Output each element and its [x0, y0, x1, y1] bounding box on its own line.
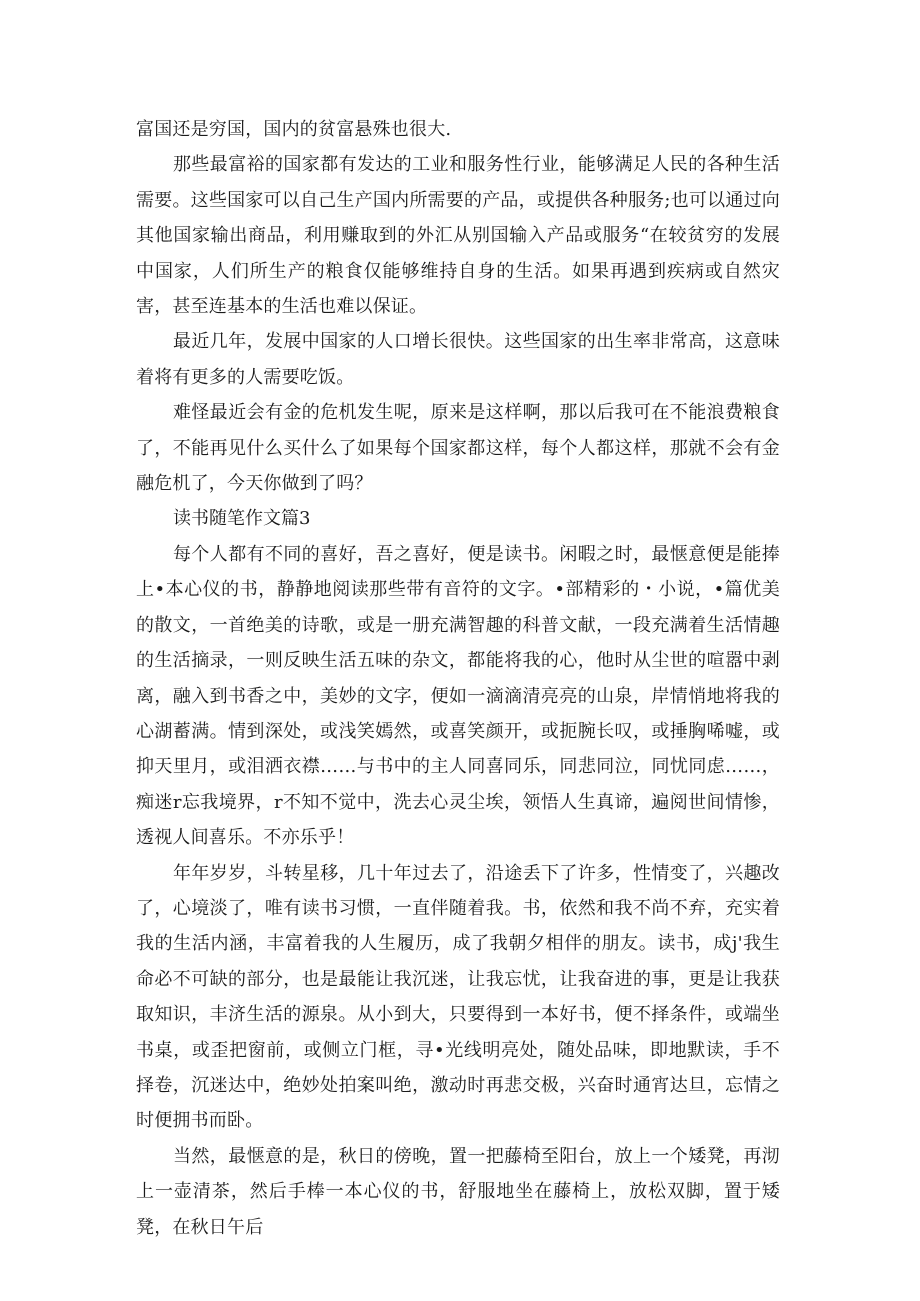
paragraph-6: 年年岁岁，斗转星移，几十年过去了，沿途丢下了许多，性情变了，兴趣改了，心境淡了，唯有读书习惯，一直伴随着我。书，依然和我不尚不弃，充实着我的生活内涵，丰富着我的人生履历，成了我朝夕相伴的朋友。读书，成j'我生命必不可缺的部分，也是最能让我沉迷，让我忘忧，让我奋进的事，更是让我获取知识，丰济生活的源泉。从小到大，只要得到一本好书，便不择条件，或端坐书桌，或歪把窗前，或侧立门框，寻•光线明亮处，随处品味，即地默读，手不择卷，沉迷达中，绝妙处拍案叫绝，激动时再悲交极，兴奋时通宵达旦，忘情之时便拥书而卧。	[136, 862, 780, 1132]
paragraph-2: 那些最富裕的国家都有发达的工业和服务性行业，能够满足人民的各种生活需要。这些国家可以自己生产国内所需要的产品，或提供各种服务;也可以通过向其他国家输出商品，利用赚取到的外汇从别国输入产品或服务“在较贫穷的发展中国家，人们所生产的粮食仅能够维持自身的生活。如果再遇到疾病或自然灾害，甚至连基本的生活也难以保证。	[136, 154, 780, 318]
document-page	[136, 112, 780, 1245]
paragraph-1: 富国还是穷国，国内的贫富悬殊也很大.	[136, 119, 452, 140]
paragraph-5: 每个人都有不同的喜好，吾之喜好，便是读书。闲暇之时，最惬意便是能捧上•本心仪的书，静静地阅读那些带有音符的文字。•部精彩的・小说，•篇优美的散文，一首绝美的诗歌，或是一册充满智趣的科普文献，一段充满着生活情趣的生活摘录，一则反映生活五味的杂文，都能将我的心，他时从尘世的喧嚣中剥离，融入到书香之中，美妙的文字，便如一滴滴清亮亮的山泉，岸情悄地将我的心湖蓄满。情到深处，或浅笑嫣然，或喜笑颜开，或扼腕长叹，或捶胸唏嘘，或抑天里月，或泪洒衣襟……与书中的主人同喜同乐，同悲同泣，同忧同虑……，痴迷r忘我境界，r不知不觉中，洗去心灵尘埃，领悟人生真谛，遍阅世间情惨，透视人间喜乐。不亦乐乎！	[136, 543, 780, 849]
paragraph-7: 当然，最惬意的是，秋日的傍晚，置一把藤椅至阳台，放上一个矮凳，再沏上一壶清茶，然后手棒一本心仪的书，舒服地坐在藤椅上，放松双脚，置于矮凳，在秋日午后	[136, 1145, 780, 1238]
paragraph-3: 最近几年，发展中国家的人口增长很快。这些国家的出生率非常高，这意味着将有更多的人需要吃饭。	[136, 331, 780, 388]
section-heading: 读书随笔作文篇3	[173, 508, 311, 530]
paragraph-4: 难怪最近会有金的危机发生呢，原来是这样啊，那以后我可在不能浪费粮食了，不能再见什么买什么了如果每个国家都这样，每个人都这样，那就不会有金融危机了，今天你做到了吗？	[136, 402, 780, 495]
